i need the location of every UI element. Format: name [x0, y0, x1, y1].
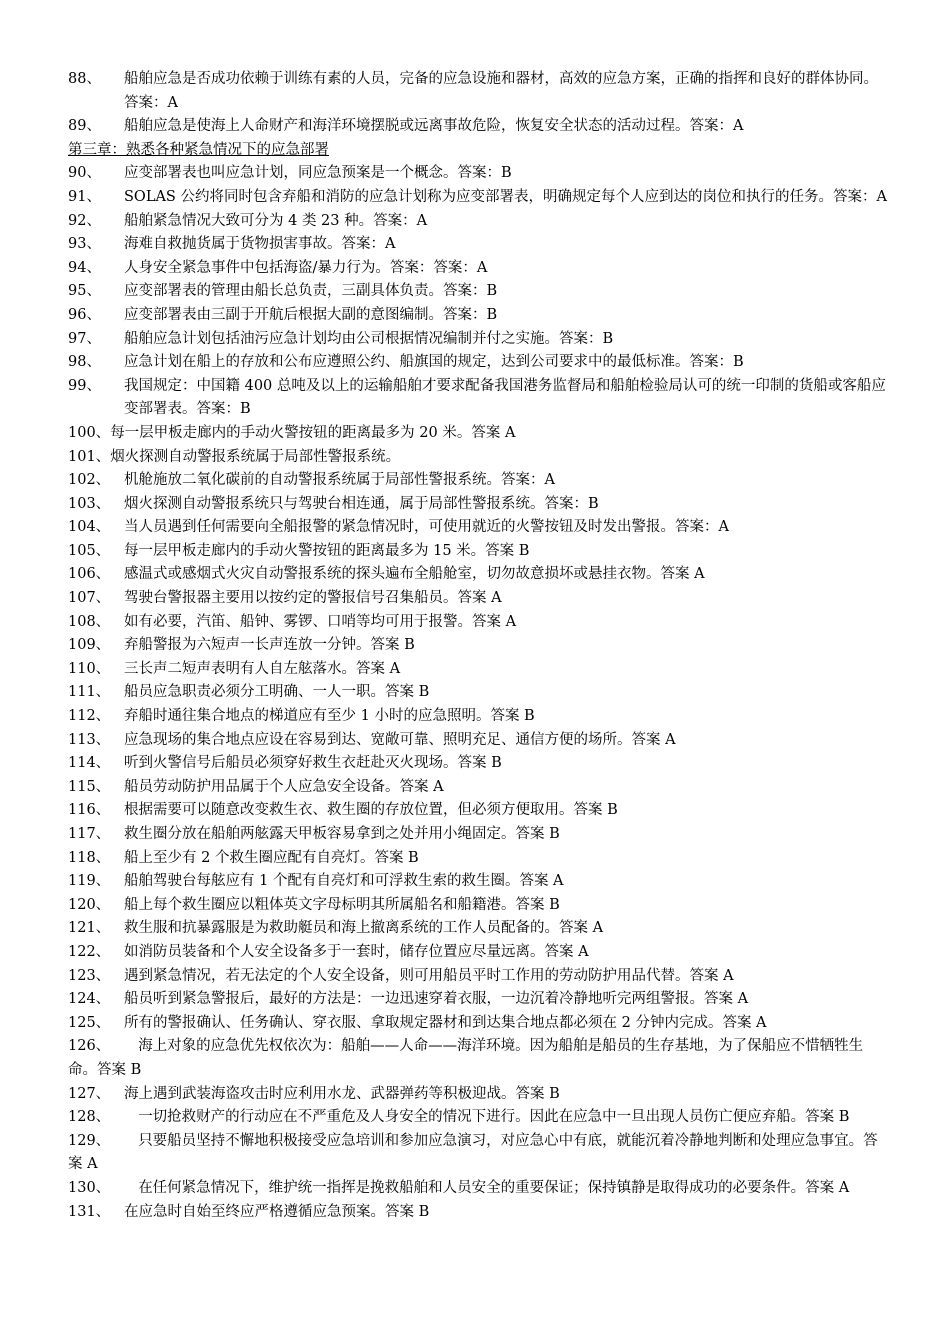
question-item	[68, 257, 888, 281]
question-number: 95、	[68, 283, 101, 300]
question-number: 99、	[68, 377, 101, 394]
question-group-90-99	[68, 162, 888, 422]
question-text: 每一层甲板走廊内的手动火警按钮的距离最多为 20 米。答案 A	[110, 424, 516, 441]
question-text: 人身安全紧急事件中包括海盗/暴力行为。答案：答案：A	[124, 259, 488, 276]
question-text: 救生圈分放在船舶两舷露天甲板容易拿到之处并用小绳固定。答案 B	[124, 826, 560, 842]
question-text: 三长声二短声表明有人自左舷落水。答案 A	[124, 660, 401, 677]
question-number: 88、	[68, 71, 101, 87]
question-number: 93、	[68, 236, 101, 253]
question-number: 119、	[68, 873, 111, 890]
question-item	[68, 516, 888, 540]
question-item	[68, 280, 888, 304]
question-text: 弃船警报为六短声一长声连放一分钟。答案 B	[124, 637, 415, 654]
question-item	[68, 233, 888, 257]
question-item	[68, 186, 888, 210]
question-number: 122、	[68, 943, 111, 960]
question-text: 机舱施放二氧化碳前的自动警报系统属于局部性警报系统。答案：A	[124, 472, 555, 489]
question-number: 111、	[68, 684, 111, 701]
question-text: 船员应急职责必须分工明确、一人一职。答案 B	[124, 684, 430, 701]
question-item	[68, 917, 888, 941]
question-item	[68, 965, 888, 989]
question-item	[68, 422, 888, 446]
question-text: 应急计划在船上的存放和公布应遵照公约、船旗国的规定，达到公司要求中的最低标准。答案：B	[124, 354, 744, 371]
question-text: 海难自救抛货属于货物损害事故。答案：A	[124, 236, 396, 253]
question-item	[68, 115, 888, 139]
question-group-100-101	[68, 422, 888, 469]
question-item	[68, 729, 888, 753]
question-item	[68, 681, 888, 705]
question-number: 97、	[68, 330, 101, 347]
question-number: 90、	[68, 165, 101, 182]
question-text: 船舶紧急情况大致可分为 4 类 23 种。答案：A	[124, 212, 428, 229]
question-number: 89、	[68, 118, 101, 135]
question-text: 如有必要，汽笛、船钟、雾锣、口哨等均可用于报警。答案 A	[124, 613, 517, 630]
question-number: 91、	[68, 188, 101, 205]
question-item	[68, 611, 888, 635]
question-text: 船员听到紧急警报后，最好的方法是：一边迅速穿着衣服，一边沉着冷静地听完两组警报。答案 A	[124, 991, 749, 1008]
question-item	[68, 658, 888, 682]
question-text: 根据需要可以随意改变救生衣、救生圈的存放位置，但必须方便取用。答案 B	[124, 802, 618, 819]
question-number: 109、	[68, 637, 111, 654]
question-item	[68, 752, 888, 776]
question-item	[68, 776, 888, 800]
question-text: 遇到紧急情况，若无法定的个人安全设备，则可用船员平时工作用的劳动防护用品代替。答案 A	[124, 967, 734, 984]
question-text: 驾驶台警报器主要用以按约定的警报信号召集船员。答案 A	[124, 590, 502, 607]
question-item	[68, 304, 888, 328]
question-item	[68, 563, 888, 587]
question-item	[68, 823, 888, 847]
question-number: 115、	[68, 778, 111, 795]
question-number: 106、	[68, 566, 111, 583]
question-item	[68, 1012, 888, 1036]
question-number: 96、	[68, 306, 101, 323]
question-number: 101、	[68, 448, 111, 465]
question-number: 120、	[68, 896, 111, 913]
question-text: 船舶驾驶台每舷应有 1 个配有自亮灯和可浮救生索的救生圈。答案 A	[124, 873, 564, 890]
question-text: 听到火警信号后船员必须穿好救生衣赶赴灭火现场。答案 B	[124, 755, 502, 772]
chapter-heading: 第三章：熟悉各种紧急情况下的应急部署	[68, 141, 329, 158]
question-item	[68, 469, 888, 493]
question-text: 船舶应急是否成功依赖于训练有素的人员，完备的应急设施和器材，高效的应急方案，正确的指挥和良好的群体协同。答案：A	[124, 71, 878, 111]
question-text: 弃船时通往集合地点的梯道应有至少 1 小时的应急照明。答案 B	[124, 708, 535, 725]
question-text: 烟火探测自动警报系统属于局部性警报系统。	[110, 448, 401, 465]
question-text: 所有的警报确认、任务确认、穿衣服、拿取规定器材和到达集合地点都必须在 2 分钟内完成。答案 A	[124, 1014, 767, 1031]
question-group-102-125	[68, 469, 888, 1035]
question-text: 船员劳动防护用品属于个人应急安全设备。答案 A	[124, 778, 444, 795]
question-item	[68, 210, 888, 234]
question-text: 感温式或感烟式火灾自动警报系统的探头遍布全船舱室，切勿故意损坏或悬挂衣物。答案 A	[124, 566, 705, 583]
question-item	[68, 375, 888, 422]
question-number: 114、	[68, 755, 111, 772]
question-item-129: 129、 只要船员坚持不懈地积极接受应急培训和参加应急演习，对应急心中有底，就能沉着冷静地判断和处理应急事宜。答案 A	[68, 1132, 878, 1173]
question-item	[68, 634, 888, 658]
question-number: 92、	[68, 212, 101, 229]
question-number: 107、	[68, 590, 111, 607]
question-number: 94、	[68, 259, 101, 276]
question-number: 102、	[68, 472, 111, 489]
question-item	[68, 847, 888, 871]
question-text: 每一层甲板走廊内的手动火警按钮的距离最多为 15 米。答案 B	[124, 542, 530, 559]
question-item	[68, 351, 888, 375]
question-item	[68, 894, 888, 918]
question-text: 应变部署表的管理由船长总负责，三副具体负责。答案：B	[124, 283, 498, 300]
question-number: 113、	[68, 731, 111, 748]
question-text: 我国规定：中国籍 400 总吨及以上的运输船舶才要求配备我国港务监督局和船舶检验局认可的统一印制的货船或客船应变部署表。答案：B	[124, 377, 886, 418]
question-number: 108、	[68, 613, 111, 630]
question-text: 船舶应急是使海上人命财产和海洋环境摆脱或远离事故危险，恢复安全状态的活动过程。答案：A	[124, 118, 744, 135]
question-item	[68, 587, 888, 611]
question-item-130: 130、 在任何紧急情况下，维护统一指挥是挽救船舶和人员安全的重要保证；保持镇静是取得成功的必要条件。答案 A	[68, 1179, 850, 1196]
question-number: 116、	[68, 802, 111, 819]
question-item	[68, 493, 888, 517]
question-number: 100、	[68, 424, 111, 441]
question-item-127: 127、 海上遇到武装海盗攻击时应利用水龙、武器弹药等积极迎战。答案 B	[68, 1085, 560, 1102]
question-text: 烟火探测自动警报系统只与驾驶台相连通，属于局部性警报系统。答案：B	[124, 495, 599, 512]
question-number: 124、	[68, 991, 111, 1008]
question-number: 103、	[68, 495, 111, 512]
question-number: 98、	[68, 354, 101, 371]
question-item	[68, 799, 888, 823]
question-number: 105、	[68, 542, 111, 559]
question-number: 121、	[68, 920, 111, 937]
question-text: 救生服和抗暴露服是为救助艇员和海上撤离系统的工作人员配备的。答案 A	[124, 920, 604, 937]
question-item	[68, 705, 888, 729]
question-number: 112、	[68, 708, 111, 725]
question-number: 123、	[68, 967, 111, 984]
question-group-chapter2-end	[68, 68, 888, 139]
question-number: 104、	[68, 519, 111, 536]
question-text: 如消防员装备和个人安全设备多于一套时，储存位置应尽量远离。答案 A	[124, 943, 589, 960]
question-item	[68, 446, 888, 470]
question-item	[68, 68, 888, 115]
question-item	[68, 988, 888, 1012]
question-item-128: 128、 一切抢救财产的行动应在不严重危及人身安全的情况下进行。因此在应急中一旦出现人员伤亡便应弃船。答案 B	[68, 1109, 850, 1126]
question-number: 125、	[68, 1014, 111, 1031]
question-text: 船舶应急计划包括油污应急计划均由公司根据情况编制并付之实施。答案：B	[124, 330, 614, 347]
question-item	[68, 941, 888, 965]
question-item	[68, 540, 888, 564]
question-item	[68, 328, 888, 352]
question-item-131: 131、 在应急时自始至终应严格遵循应急预案。答案 B	[68, 1203, 430, 1220]
question-item-126: 126、 海上对象的应急优先权依次为：船舶——人命——海洋环境。因为船舶是船员的生存基地，为了保船应不惜牺牲生命。答案 B	[68, 1038, 864, 1078]
question-text: 应急现场的集合地点应设在容易到达、宽敞可靠、照明充足、通信方便的场所。答案 A	[124, 731, 676, 748]
question-text: 船上每个救生圈应以粗体英文字母标明其所属船名和船籍港。答案 B	[124, 896, 560, 913]
question-text: 船上至少有 2 个救生圈应配有自亮灯。答案 B	[124, 849, 419, 866]
question-text: 应变部署表由三副于开航后根据大副的意图编制。答案：B	[124, 306, 498, 323]
question-item	[68, 870, 888, 894]
question-number: 110、	[68, 660, 111, 677]
question-number: 117、	[68, 826, 111, 842]
question-item	[68, 162, 888, 186]
question-text: 当人员遇到任何需要向全船报警的紧急情况时，可使用就近的火警按钮及时发出警报。答案：A	[124, 519, 729, 536]
question-number: 118、	[68, 849, 111, 866]
question-text: 应变部署表也叫应急计划，同应急预案是一个概念。答案：B	[124, 165, 512, 182]
question-text: SOLAS 公约将同时包含弃船和消防的应急计划称为应变部署表，明确规定每个人应到达的岗位和执行的任务。答案：A	[124, 188, 887, 205]
